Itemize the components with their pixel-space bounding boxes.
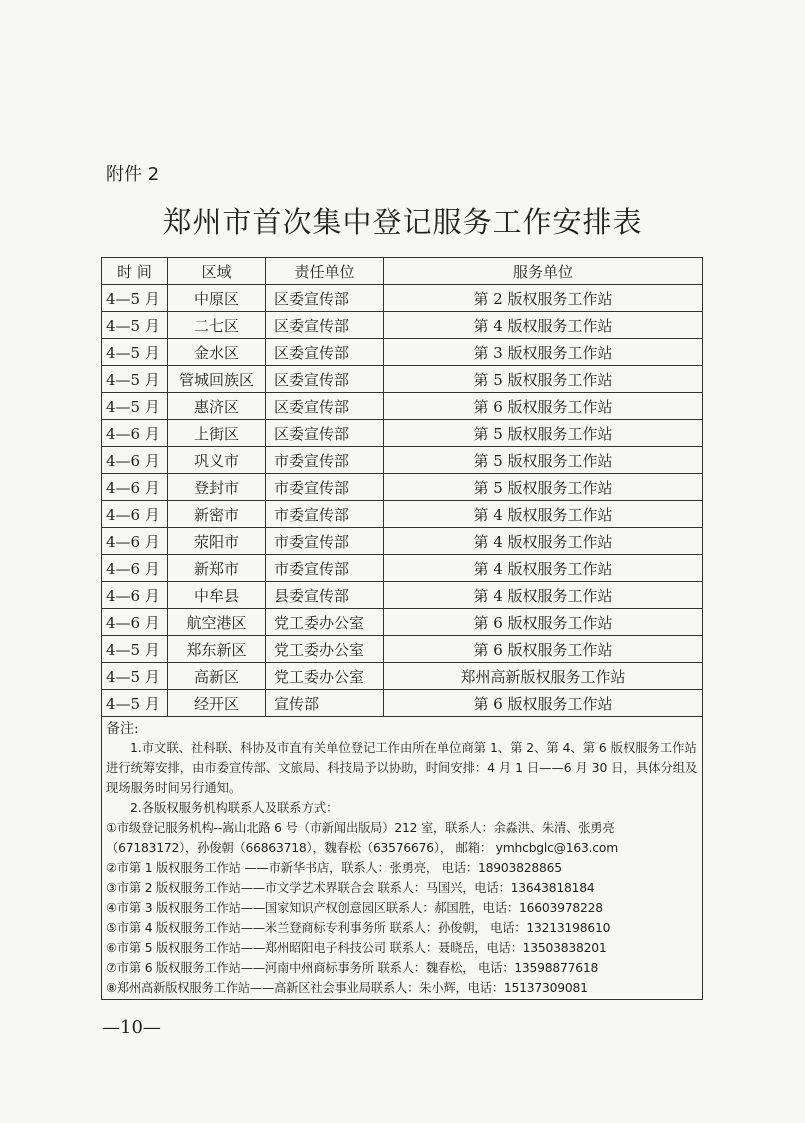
cell-time: 4—5 月 xyxy=(102,339,168,366)
notes-row xyxy=(102,717,703,1000)
cell-district: 登封市 xyxy=(168,474,266,501)
cell-service-unit: 第 5 版权服务工作站 xyxy=(384,447,703,474)
cell-service-unit: 第 5 版权服务工作站 xyxy=(384,366,703,393)
cell-district: 中原区 xyxy=(168,285,266,312)
cell-responsible-unit: 区委宣传部 xyxy=(266,312,384,339)
document-title: 郑州市首次集中登记服务工作安排表 xyxy=(162,205,643,239)
contact-line: ⑧郑州高新版权服务工作站——高新区社会事业局联系人：朱小辉，电话：15137309081 xyxy=(106,981,588,995)
cell-district: 金水区 xyxy=(168,339,266,366)
cell-time: 4—6 月 xyxy=(102,474,168,501)
contact-line: ①市级登记服务机构--嵩山北路 6 号（市新闻出版局）212 室，联系人：余淼洪、朱清、张勇亮 xyxy=(106,821,615,835)
cell-service-unit: 第 6 版权服务工作站 xyxy=(384,609,703,636)
table-row xyxy=(102,312,703,339)
cell-service-unit: 第 6 版权服务工作站 xyxy=(384,690,703,717)
contact-line: ⑤市第 4 版权服务工作站——米兰登商标专利事务所 联系人：孙俊朝， 电话：13213198610 xyxy=(106,921,611,935)
cell-district: 高新区 xyxy=(168,663,266,690)
table-row xyxy=(102,663,703,690)
cell-responsible-unit: 区委宣传部 xyxy=(266,339,384,366)
cell-time: 4—6 月 xyxy=(102,609,168,636)
cell-time: 4—5 月 xyxy=(102,663,168,690)
table-row xyxy=(102,447,703,474)
cell-responsible-unit: 市委宣传部 xyxy=(266,447,384,474)
table-row xyxy=(102,528,703,555)
cell-district: 惠济区 xyxy=(168,393,266,420)
cell-service-unit: 第 4 版权服务工作站 xyxy=(384,555,703,582)
header-responsible-unit: 责任单位 xyxy=(266,258,384,285)
cell-responsible-unit: 党工委办公室 xyxy=(266,609,384,636)
cell-district: 航空港区 xyxy=(168,609,266,636)
schedule-table xyxy=(101,257,703,1000)
table-row xyxy=(102,609,703,636)
cell-responsible-unit: 党工委办公室 xyxy=(266,636,384,663)
header-service-unit: 服务单位 xyxy=(384,258,703,285)
contact-line: ②市第 1 版权服务工作站 ——市新华书店，联系人：张勇亮， 电话：18903828865 xyxy=(106,861,562,875)
header-district: 区域 xyxy=(168,258,266,285)
cell-district: 新密市 xyxy=(168,501,266,528)
cell-time: 4—5 月 xyxy=(102,636,168,663)
cell-responsible-unit: 宣传部 xyxy=(266,690,384,717)
cell-service-unit: 第 5 版权服务工作站 xyxy=(384,420,703,447)
contact-line: ⑦市第 6 版权服务工作站——河南中州商标事务所 联系人：魏春松， 电话：13598877618 xyxy=(106,961,599,975)
table-row xyxy=(102,474,703,501)
cell-service-unit: 第 6 版权服务工作站 xyxy=(384,636,703,663)
cell-time: 4—5 月 xyxy=(102,690,168,717)
notes-heading: 备注: xyxy=(106,721,139,737)
notes-paragraph-2: 2.各版权服务机构联系人及联系方式： xyxy=(130,801,339,815)
cell-responsible-unit: 区委宣传部 xyxy=(266,393,384,420)
contact-line: （67183172），孙俊朝（66863718），魏春松（63576676）， 邮箱： ymhcbglc@163.com xyxy=(106,841,619,855)
cell-service-unit: 第 4 版权服务工作站 xyxy=(384,501,703,528)
cell-responsible-unit: 市委宣传部 xyxy=(266,555,384,582)
cell-district: 上街区 xyxy=(168,420,266,447)
cell-time: 4—6 月 xyxy=(102,501,168,528)
table-row xyxy=(102,690,703,717)
cell-responsible-unit: 区委宣传部 xyxy=(266,285,384,312)
attachment-label: 附件 2 xyxy=(106,164,160,185)
cell-service-unit: 郑州高新版权服务工作站 xyxy=(384,663,703,690)
table-header-row xyxy=(102,258,703,285)
cell-service-unit: 第 6 版权服务工作站 xyxy=(384,393,703,420)
cell-district: 荥阳市 xyxy=(168,528,266,555)
header-time: 时 间 xyxy=(102,258,168,285)
table-row xyxy=(102,582,703,609)
notes-paragraph-1: 1.市文联、社科联、科协及市直有关单位登记工作由所在单位商第 1、第 2、第 4、第 6 版权服务工作站进行统筹安排，由市委宣传部、文旅局、科技局予以协助，时间安排：4 月 1 日——6 月 30 日，具体分组及现场服务时间另行通知。 xyxy=(106,741,698,795)
contact-line: ③市第 2 版权服务工作站——市文学艺术界联合会 联系人：马国兴，电话：13643818184 xyxy=(106,881,595,895)
cell-time: 4—5 月 xyxy=(102,366,168,393)
table-row xyxy=(102,555,703,582)
table-row xyxy=(102,393,703,420)
cell-service-unit: 第 5 版权服务工作站 xyxy=(384,474,703,501)
cell-district: 新郑市 xyxy=(168,555,266,582)
cell-district: 中牟县 xyxy=(168,582,266,609)
cell-time: 4—6 月 xyxy=(102,420,168,447)
table-row xyxy=(102,285,703,312)
contact-line: ④市第 3 版权服务工作站——国家知识产权创意园区联系人：郝国胜，电话：16603978228 xyxy=(106,901,603,915)
cell-service-unit: 第 2 版权服务工作站 xyxy=(384,285,703,312)
cell-responsible-unit: 市委宣传部 xyxy=(266,501,384,528)
table-row xyxy=(102,366,703,393)
cell-responsible-unit: 区委宣传部 xyxy=(266,420,384,447)
cell-time: 4—5 月 xyxy=(102,393,168,420)
table-row xyxy=(102,636,703,663)
cell-time: 4—5 月 xyxy=(102,285,168,312)
cell-district: 经开区 xyxy=(168,690,266,717)
cell-responsible-unit: 县委宣传部 xyxy=(266,582,384,609)
cell-time: 4—6 月 xyxy=(102,447,168,474)
cell-responsible-unit: 市委宣传部 xyxy=(266,474,384,501)
cell-time: 4—5 月 xyxy=(102,312,168,339)
cell-service-unit: 第 4 版权服务工作站 xyxy=(384,528,703,555)
cell-service-unit: 第 3 版权服务工作站 xyxy=(384,339,703,366)
cell-service-unit: 第 4 版权服务工作站 xyxy=(384,312,703,339)
cell-time: 4—6 月 xyxy=(102,528,168,555)
table-row xyxy=(102,339,703,366)
cell-district: 二七区 xyxy=(168,312,266,339)
cell-responsible-unit: 市委宣传部 xyxy=(266,528,384,555)
notes-cell xyxy=(102,717,703,1000)
table-row xyxy=(102,501,703,528)
cell-district: 郑东新区 xyxy=(168,636,266,663)
cell-responsible-unit: 党工委办公室 xyxy=(266,663,384,690)
page-number: —10— xyxy=(102,1017,161,1038)
cell-time: 4—6 月 xyxy=(102,582,168,609)
cell-service-unit: 第 4 版权服务工作站 xyxy=(384,582,703,609)
contact-line: ⑥市第 5 版权服务工作站——郑州昭阳电子科技公司 联系人：聂晓岳，电话：13503838201 xyxy=(106,941,607,955)
cell-responsible-unit: 区委宣传部 xyxy=(266,366,384,393)
cell-time: 4—6 月 xyxy=(102,555,168,582)
table-row xyxy=(102,420,703,447)
cell-district: 管城回族区 xyxy=(168,366,266,393)
cell-district: 巩义市 xyxy=(168,447,266,474)
